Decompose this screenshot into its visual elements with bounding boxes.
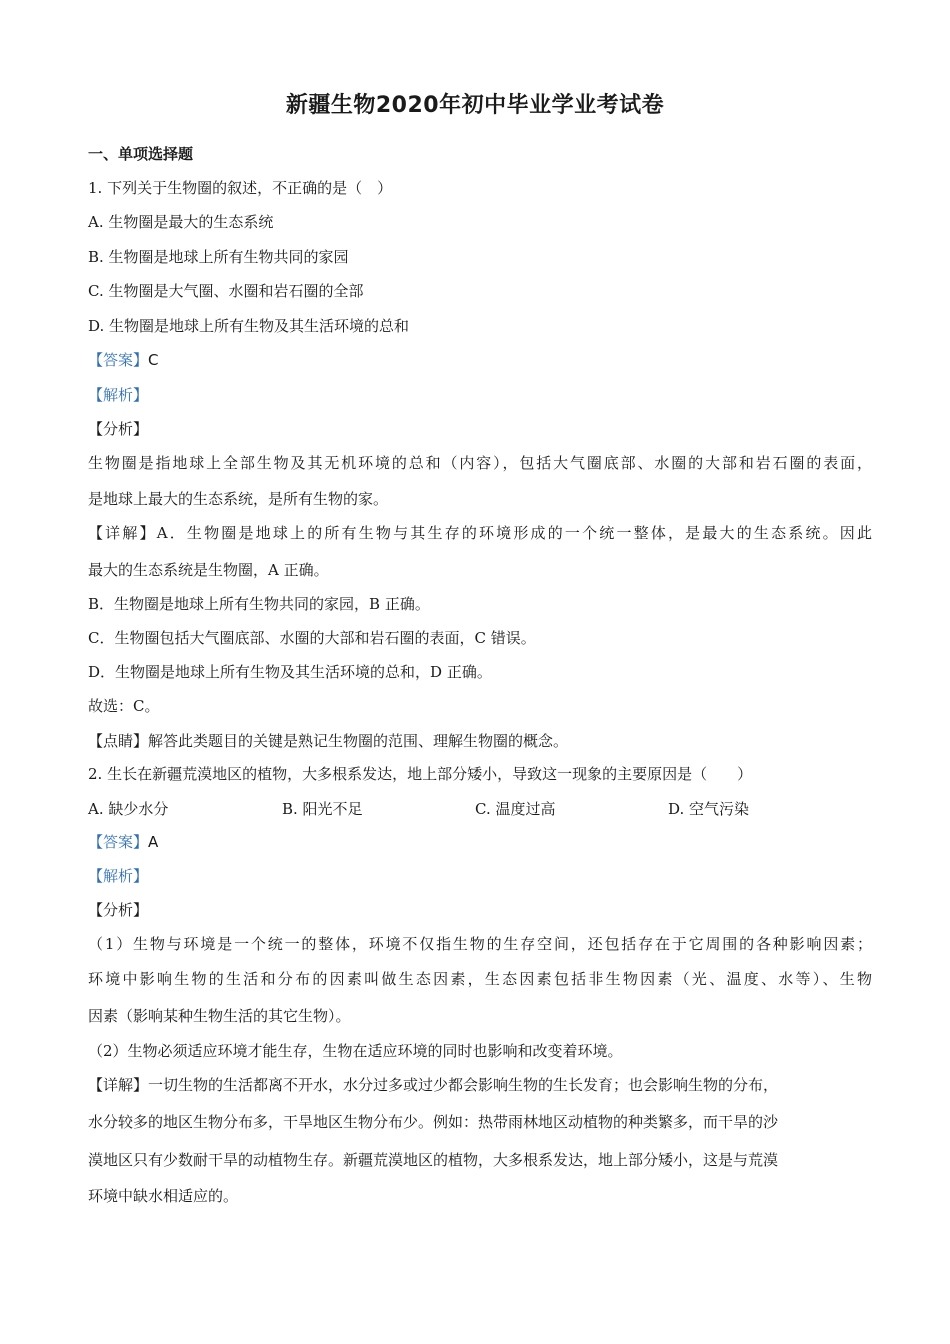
q1-option-b: B. 生物圈是地球上所有生物共同的家园 xyxy=(88,248,349,266)
q1-detail-line: D．生物圈是地球上所有生物及其生活环境的总和，D 正确。 xyxy=(88,663,492,681)
q2-detail-line: 环境中缺水相适应的。 xyxy=(88,1187,239,1205)
q2-analysis-label: 【解析】 xyxy=(88,867,149,885)
question-1: 1. 下列关于生物圈的叙述，不正确的是（ ） xyxy=(88,179,393,197)
q2-detail-line: 漠地区只有少数耐干旱的动植物生存。新疆荒漠地区的植物，大多根系发达，地上部分矮小，这是与荒漠 xyxy=(88,1151,779,1169)
q1-detail-line: 故选：C。 xyxy=(88,697,160,715)
q2-detail-line: 水分较多的地区生物分布多，干旱地区生物分布少。例如：热带雨林地区动植物的种类繁多，而干旱的沙 xyxy=(88,1113,779,1131)
section-heading: 一、单项选择题 xyxy=(88,145,194,163)
q1-analysis-label: 【解析】 xyxy=(88,386,149,404)
q1-dianjing: 【点睛】解答此类题目的关键是熟记生物圈的范围、理解生物圈的概念。 xyxy=(88,732,569,750)
q2-option-c: C. 温度过高 xyxy=(475,800,556,818)
q2-option-a: A. 缺少水分 xyxy=(88,800,169,818)
q1-fenxi-line: 生物圈是指地球上全部生物及其无机环境的总和（内容），包括大气圈底部、水圈的大部和岩石圈的表面， xyxy=(88,454,872,472)
answer-value: C xyxy=(148,351,159,369)
q1-detail-line: 最大的生态系统是生物圈，A 正确。 xyxy=(88,561,329,579)
q2-fenxi-line: （2）生物必须适应环境才能生存，生物在适应环境的同时也影响和改变着环境。 xyxy=(88,1042,623,1060)
answer-label: 【答案】 xyxy=(88,351,149,369)
q1-fenxi-line: 是地球上最大的生态系统，是所有生物的家。 xyxy=(88,490,389,508)
q2-answer xyxy=(88,832,872,852)
q1-fenxi-label: 【分析】 xyxy=(88,420,149,438)
q1-option-d: D. 生物圈是地球上所有生物及其生活环境的总和 xyxy=(88,317,410,335)
q1-option-c: C. 生物圈是大气圈、水圈和岩石圈的全部 xyxy=(88,282,364,300)
q2-option-b: B. 阳光不足 xyxy=(282,800,363,818)
q2-fenxi-line: （1）生物与环境是一个统一的整体，环境不仅指生物的生存空间，还包括存在于它周围的各种影响因素； xyxy=(88,935,872,953)
answer-value: A xyxy=(148,833,159,851)
q2-fenxi-line: 环境中影响生物的生活和分布的因素叫做生态因素，生态因素包括非生物因素（光、温度、水等）、生物 xyxy=(88,970,872,988)
answer-label: 【答案】 xyxy=(88,833,149,851)
q2-option-d: D. 空气污染 xyxy=(668,800,750,818)
q2-fenxi-line: 因素（影响某种生物生活的其它生物）。 xyxy=(88,1007,351,1025)
q2-detail-line: 【详解】一切生物的生活都离不开水，水分过多或过少都会影响生物的生长发育；也会影响生物的分布， xyxy=(88,1076,779,1094)
page-title: 新疆生物2020年初中毕业学业考试卷 xyxy=(285,93,665,118)
q1-detail-line: B．生物圈是地球上所有生物共同的家园，B 正确。 xyxy=(88,595,430,613)
q2-fenxi-label: 【分析】 xyxy=(88,901,149,919)
q1-detail-line: C．生物圈包括大气圈底部、水圈的大部和岩石圈的表面，C 错误。 xyxy=(88,629,536,647)
q1-option-a: A. 生物圈是最大的生态系统 xyxy=(88,213,274,231)
q1-detail-line: 【详解】A．生物圈是地球上的所有生物与其生存的环境形成的一个统一整体，是最大的生态系统。因此 xyxy=(88,524,872,542)
question-2: 2. 生长在新疆荒漠地区的植物，大多根系发达，地上部分矮小，导致这一现象的主要原因是（ ） xyxy=(88,765,753,783)
q1-answer xyxy=(88,350,872,370)
